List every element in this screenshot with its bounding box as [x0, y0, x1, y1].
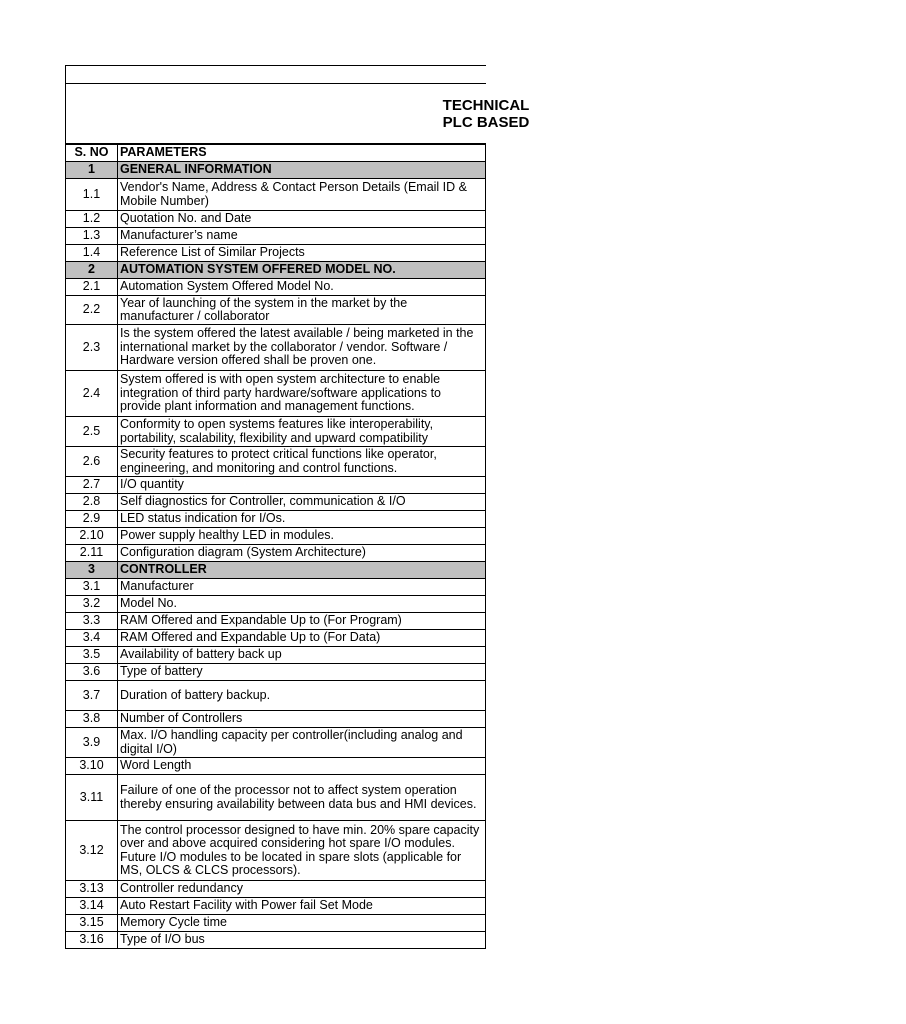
row-parameter: Configuration diagram (System Architecture) [118, 545, 486, 562]
row-sno: 2.9 [66, 511, 118, 528]
row-parameter: Auto Restart Facility with Power fail Set Mode [118, 898, 486, 915]
table-row [66, 596, 486, 613]
section-title: GENERAL INFORMATION [118, 162, 486, 179]
table-row [66, 494, 486, 511]
table-row [66, 228, 486, 245]
row-sno: 3.13 [66, 881, 118, 898]
row-parameter: Type of battery [118, 664, 486, 681]
row-parameter: Controller redundancy [118, 881, 486, 898]
row-parameter: LED status indication for I/Os. [118, 511, 486, 528]
row-sno: 2.1 [66, 279, 118, 296]
row-sno: 2.10 [66, 528, 118, 545]
table-row [66, 528, 486, 545]
row-parameter: Is the system offered the latest available / being marketed in the international market by the collaborator / vendor. Software / Hardware version offered shall be proven one. [118, 325, 486, 371]
row-sno: 3.15 [66, 915, 118, 932]
row-sno: 3.1 [66, 579, 118, 596]
section-row [66, 162, 486, 179]
row-sno: 3.3 [66, 613, 118, 630]
header-parameters: PARAMETERS [118, 145, 486, 162]
table-row [66, 245, 486, 262]
table-header-row [66, 145, 486, 162]
row-sno: 3.9 [66, 728, 118, 758]
row-sno: 1.4 [66, 245, 118, 262]
section-title: AUTOMATION SYSTEM OFFERED MODEL NO. [118, 262, 486, 279]
table-row [66, 447, 486, 477]
row-parameter: Word Length [118, 758, 486, 775]
row-sno: 3.10 [66, 758, 118, 775]
row-parameter: Failure of one of the processor not to affect system operation thereby ensuring availability between data bus and HMI devices. [118, 775, 486, 821]
row-parameter: Duration of battery backup. [118, 681, 486, 711]
row-parameter: Quotation No. and Date [118, 211, 486, 228]
row-parameter: Security features to protect critical functions like operator, engineering, and monitoring and control functions. [118, 447, 486, 477]
table-row [66, 728, 486, 758]
row-sno: 2.5 [66, 417, 118, 447]
table-row [66, 179, 486, 211]
row-parameter: Power supply healthy LED in modules. [118, 528, 486, 545]
table-row [66, 545, 486, 562]
row-parameter: Conformity to open systems features like interoperability, portability, scalability, flexibility and upward compatibility [118, 417, 486, 447]
document-title-line-1: TECHNICAL [442, 97, 530, 114]
table-row [66, 511, 486, 528]
row-parameter: Manufacturer’s name [118, 228, 486, 245]
row-parameter: Manufacturer [118, 579, 486, 596]
row-sno: 3.6 [66, 664, 118, 681]
row-parameter: RAM Offered and Expandable Up to (For Data) [118, 630, 486, 647]
row-sno: 3.5 [66, 647, 118, 664]
table-row [66, 630, 486, 647]
table-row [66, 417, 486, 447]
row-parameter: Reference List of Similar Projects [118, 245, 486, 262]
row-parameter: RAM Offered and Expandable Up to (For Program) [118, 613, 486, 630]
row-parameter: Automation System Offered Model No. [118, 279, 486, 296]
row-sno: 1.2 [66, 211, 118, 228]
row-sno: 3.11 [66, 775, 118, 821]
row-parameter: Max. I/O handling capacity per controller(including analog and digital I/O) [118, 728, 486, 758]
row-sno: 1 [66, 162, 118, 179]
row-sno: 3.16 [66, 932, 118, 949]
table-row [66, 881, 486, 898]
row-sno: 2.8 [66, 494, 118, 511]
technical-datasheet [65, 65, 530, 949]
row-sno: 2.4 [66, 371, 118, 417]
table-row [66, 915, 486, 932]
table-row [66, 647, 486, 664]
row-parameter: Number of Controllers [118, 711, 486, 728]
section-row [66, 562, 486, 579]
row-parameter: I/O quantity [118, 477, 486, 494]
header-sno: S. NO [66, 145, 118, 162]
section-row [66, 262, 486, 279]
table-row [66, 325, 486, 371]
row-sno: 2.6 [66, 447, 118, 477]
row-parameter: Availability of battery back up [118, 647, 486, 664]
table-row [66, 821, 486, 881]
row-parameter: Memory Cycle time [118, 915, 486, 932]
row-parameter: Type of I/O bus [118, 932, 486, 949]
row-parameter: Self diagnostics for Controller, communication & I/O [118, 494, 486, 511]
row-parameter: Model No. [118, 596, 486, 613]
table-row [66, 296, 486, 325]
table-row [66, 711, 486, 728]
row-sno: 2.2 [66, 296, 118, 325]
row-sno: 3.12 [66, 821, 118, 881]
title-block [65, 84, 530, 144]
row-sno: 2.7 [66, 477, 118, 494]
table-row [66, 371, 486, 417]
table-row [66, 664, 486, 681]
row-sno: 3.8 [66, 711, 118, 728]
section-title: CONTROLLER [118, 562, 486, 579]
table-row [66, 898, 486, 915]
row-sno: 2.3 [66, 325, 118, 371]
table-row [66, 932, 486, 949]
row-parameter: The control processor designed to have min. 20% spare capacity over and above acquired considering hot spare I/O modules. Future I/O modules to be located in spare slots (applicable for MS, OLCS & CLCS processors). [118, 821, 486, 881]
row-sno: 3.4 [66, 630, 118, 647]
table-row [66, 279, 486, 296]
sheet-top-strip [65, 65, 486, 84]
row-sno: 3.7 [66, 681, 118, 711]
row-sno: 1.3 [66, 228, 118, 245]
row-parameter: Year of launching of the system in the market by the manufacturer / collaborator [118, 296, 486, 325]
row-parameter: System offered is with open system architecture to enable integration of third party hardware/software applications to provide plant information and management functions. [118, 371, 486, 417]
table-row [66, 613, 486, 630]
table-row [66, 477, 486, 494]
row-sno: 1.1 [66, 179, 118, 211]
row-sno: 2 [66, 262, 118, 279]
table-row [66, 758, 486, 775]
table-row [66, 211, 486, 228]
row-sno: 2.11 [66, 545, 118, 562]
row-sno: 3.14 [66, 898, 118, 915]
row-sno: 3 [66, 562, 118, 579]
table-row [66, 775, 486, 821]
table-row [66, 579, 486, 596]
document-title-line-2: PLC BASED [442, 114, 530, 131]
row-sno: 3.2 [66, 596, 118, 613]
parameters-table [65, 144, 486, 949]
table-row [66, 681, 486, 711]
row-parameter: Vendor's Name, Address & Contact Person Details (Email ID & Mobile Number) [118, 179, 486, 211]
